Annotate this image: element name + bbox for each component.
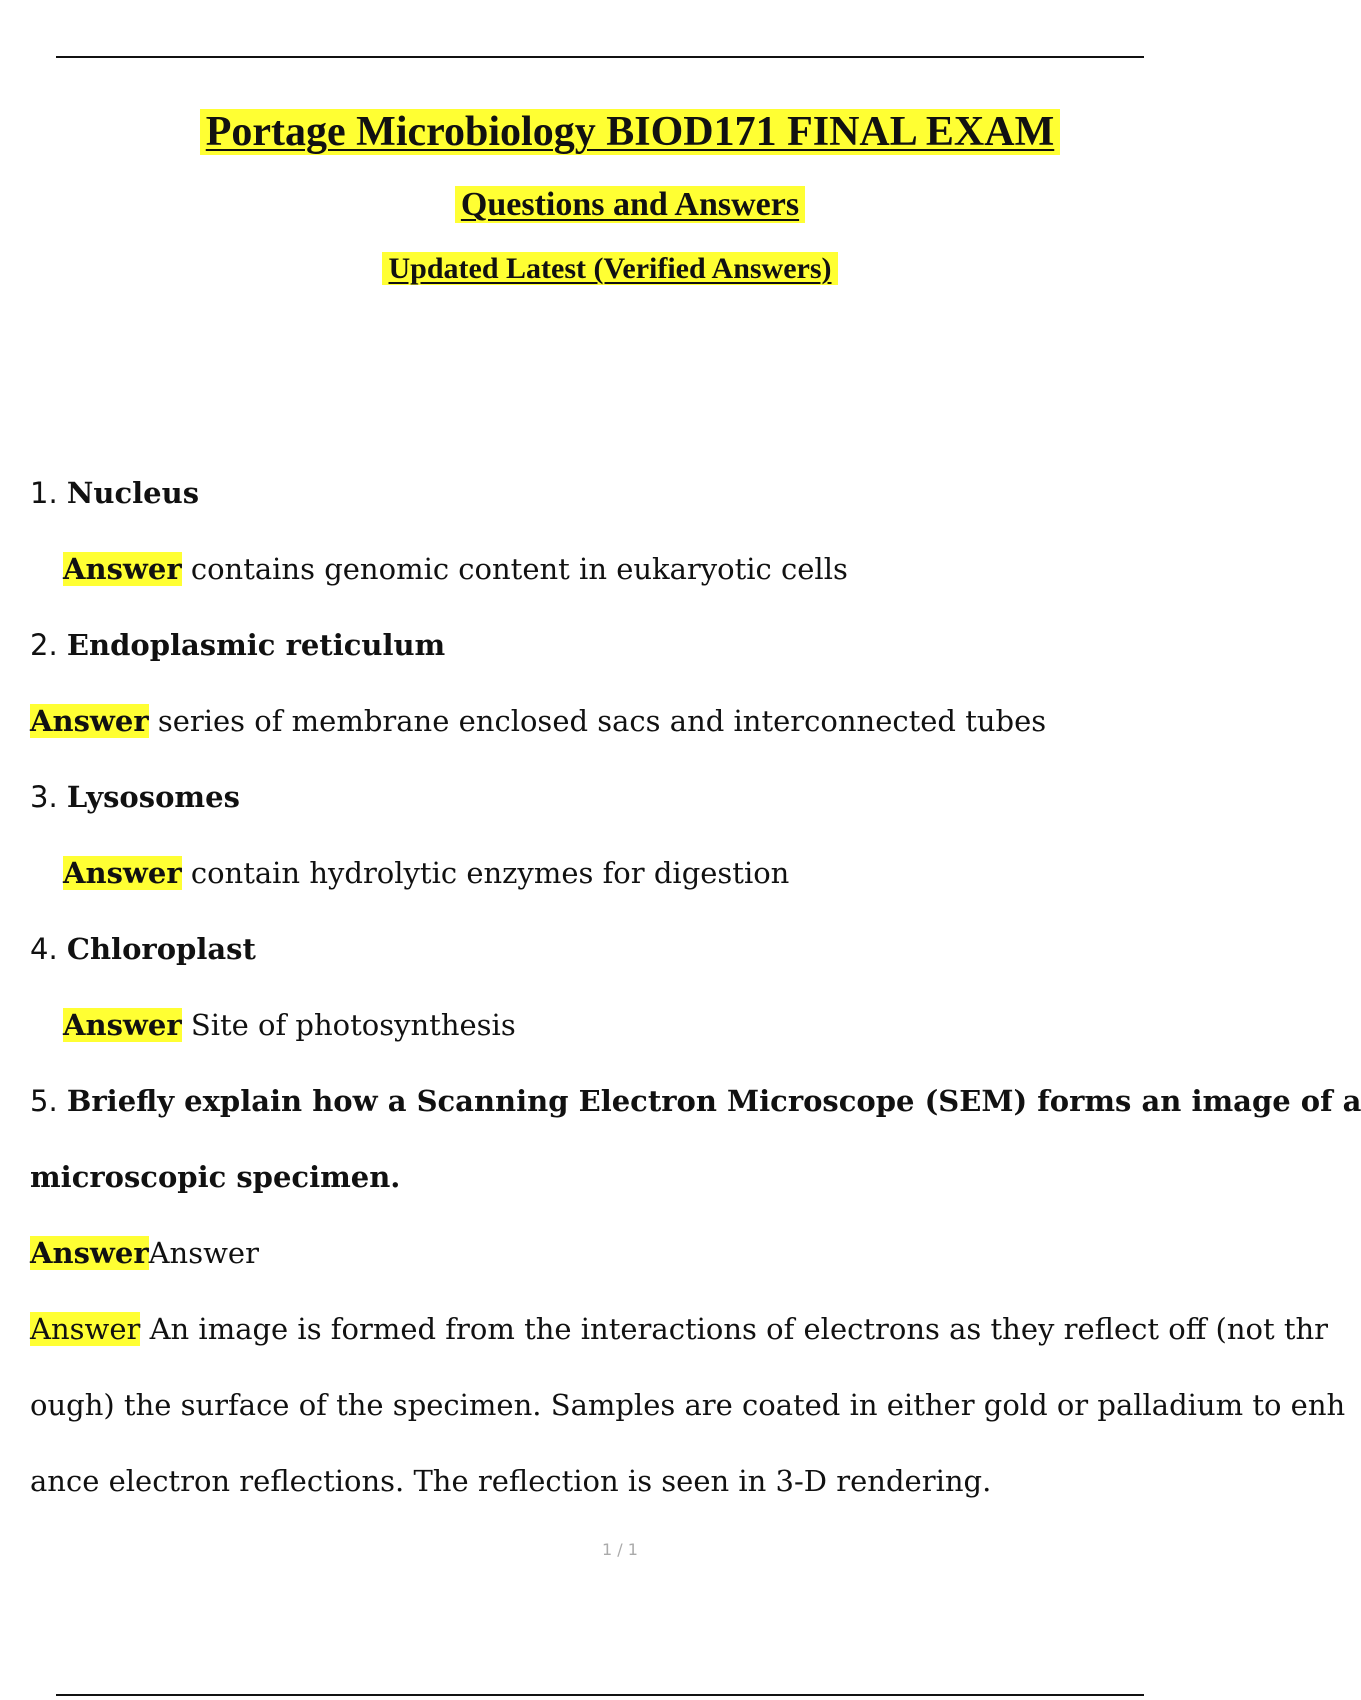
top-rule — [56, 56, 1144, 58]
answer-1: Answer contains genomic content in eukaryotic cells — [63, 552, 848, 586]
answer-label: Answer — [30, 1236, 149, 1270]
document-header — [0, 108, 1200, 286]
answer-label: Answer — [63, 1008, 182, 1042]
page-title: Portage Microbiology BIOD171 FINAL EXAM — [60, 108, 1200, 156]
answer-2: Answer series of membrane enclosed sacs and interconnected tubes — [30, 704, 1047, 738]
qa-list — [30, 455, 1361, 1519]
page-tagline: Updated Latest (Verified Answers) — [20, 252, 1200, 286]
page-subtitle: Questions and Answers — [60, 186, 1200, 224]
answer-5b-line-3: ance electron reflections. The reflection is seen in 3-D rendering. — [30, 1464, 992, 1498]
answer-5a: AnswerAnswer — [30, 1236, 259, 1270]
bottom-rule — [56, 1694, 1144, 1696]
question-4: 4. Chloroplast — [30, 932, 256, 966]
answer-5b-line-2: ough) the surface of the specimen. Samples are coated in either gold or palladium to enh — [30, 1388, 1346, 1422]
answer-label: Answer — [30, 1312, 141, 1346]
answer-label: Answer — [63, 856, 182, 890]
question-5-continued: microscopic specimen. — [30, 1160, 401, 1194]
answer-label: Answer — [63, 552, 182, 586]
question-2: 2. Endoplasmic reticulum — [30, 628, 446, 662]
answer-4: Answer Site of photosynthesis — [63, 1008, 516, 1042]
page-indicator: 1 / 1 — [602, 1540, 638, 1559]
answer-3: Answer contain hydrolytic enzymes for digestion — [63, 856, 790, 890]
answer-5b-line-1: Answer An image is formed from the interactions of electrons as they reflect off (not thr — [30, 1312, 1329, 1346]
question-5: 5. Briefly explain how a Scanning Electron Microscope (SEM) forms an image of a — [30, 1084, 1361, 1118]
answer-label: Answer — [30, 704, 149, 738]
question-3: 3. Lysosomes — [30, 780, 240, 814]
question-1: 1. Nucleus — [30, 476, 200, 510]
